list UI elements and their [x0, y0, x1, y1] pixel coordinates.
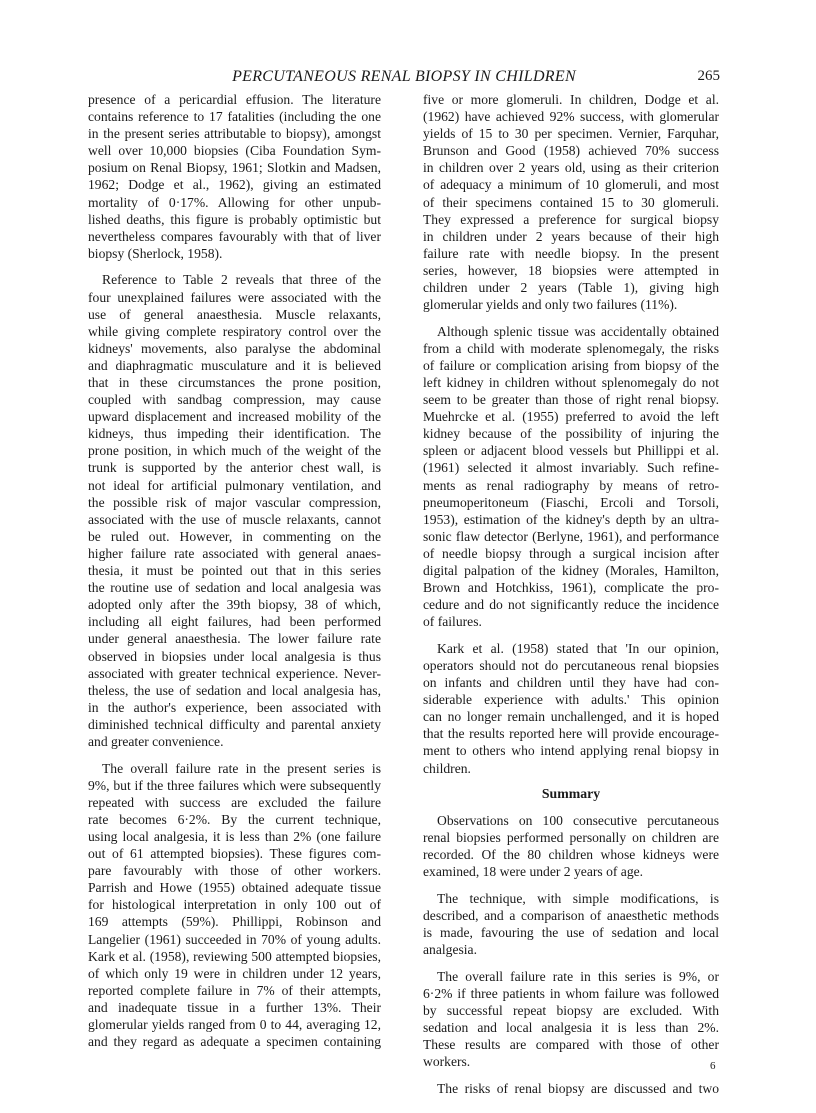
text-line: nevertheless compares favourably with that of liver: [88, 228, 381, 244]
right-column: [423, 91, 719, 1097]
text-line: sonic flaw detector (Berlyne, 1961), and performance: [423, 528, 719, 544]
text-line: the routine use of sedation and local analgesia was: [88, 580, 381, 596]
text-line: children under 2 years (Table 1), giving high: [423, 280, 719, 296]
text-line: kidney because of the possibility of injuring the: [423, 426, 719, 442]
paragraph: [88, 271, 381, 750]
text-line: in children over 2 years old, using as their criterion: [423, 160, 719, 176]
text-line: Langelier (1961) succeeded in 70% of young adults.: [88, 931, 381, 947]
paragraph: [423, 640, 719, 777]
text-line: ment to others who intend applying renal biopsy in: [423, 743, 719, 759]
text-line: The overall failure rate in this series is 9%, or: [437, 968, 719, 984]
page-number: 265: [697, 68, 720, 84]
text-line: Brunson and Good (1958) achieved 70% success: [423, 143, 719, 159]
text-line: analgesia.: [423, 942, 477, 958]
text-line: children.: [423, 760, 471, 776]
text-line: kidneys' movements, also paralyse the abdominal: [88, 340, 381, 356]
text-line: for histological interpretation in only 100 out of: [88, 897, 381, 913]
text-line: pneumoperitoneum (Fiaschi, Ercoli and Torsoli,: [423, 494, 719, 510]
text-line: four unexplained failures were associated with the: [88, 289, 381, 305]
text-line: diminished technical difficulty and parental anxiety: [88, 716, 381, 732]
text-line: yields of 15 to 30 per specimen. Vernier, Farquhar,: [423, 126, 719, 142]
text-line: observed in biopsies under local analgesia is thus: [88, 648, 381, 664]
text-line: The technique, with simple modifications, is: [437, 891, 719, 907]
text-line: using local analgesia, it is less than 2% (one failure: [88, 828, 381, 844]
text-line: in the present series attributable to biopsy), amongst: [88, 126, 381, 142]
paragraph: [423, 323, 719, 631]
text-line: thesia, it must be pointed out that in this series: [88, 563, 381, 579]
text-line: the possible risk of major vascular compression,: [88, 494, 381, 510]
text-line: glomerular yields ranged from 0 to 44, averaging 12,: [88, 1016, 381, 1032]
text-line: that the results reported here will provide encourage-: [423, 726, 719, 742]
text-line: 6·2% if three patients in whom failure was followed: [423, 986, 719, 1001]
running-title: PERCUTANEOUS RENAL BIOPSY IN CHILDREN: [232, 68, 576, 85]
text-line: kidneys, thus impeding their identification. The: [88, 426, 381, 442]
text-line: of needle biopsy through a surgical incision after: [423, 545, 719, 561]
text-line: while giving complete respiratory control over the: [88, 323, 381, 339]
text-line: not ideal for artificial pulmonary ventilation, and: [88, 477, 381, 493]
text-line: 9%, but if the three failures which were subsequently: [88, 777, 381, 793]
text-line: by successful repeat biopsy are excluded. With: [423, 1003, 719, 1019]
text-line: coupled with sandbag compression, may cause: [88, 392, 381, 408]
paragraph: [423, 890, 719, 958]
text-line: well over 10,000 biopsies (Ciba Foundation Sym-: [88, 143, 381, 159]
text-line: These results are compared with those of other: [423, 1037, 719, 1053]
text-line: posium on Renal Biopsy, 1961; Slotkin and Madsen,: [88, 160, 381, 176]
text-line: ments as renal radiography by means of retro-: [423, 477, 719, 493]
page-header: [88, 68, 720, 88]
paragraph: [423, 812, 719, 880]
text-line: from a child with moderate splenomegaly, the risks: [423, 340, 719, 356]
text-line: adopted only after the 39th biopsy, 38 of which,: [88, 597, 381, 613]
text-line: (1961) selected it almost invariably. Such refine-: [423, 460, 719, 476]
text-line: Brown and Hotchkiss, 1961), complicate the pro-: [423, 580, 719, 596]
text-line: associated with the use of muscle relaxants, cannot: [88, 511, 381, 527]
text-line: seem to be greater than those of right renal biopsy.: [423, 392, 719, 408]
text-line: cedure and do not significantly reduce the incidence: [423, 597, 719, 613]
text-line: and they regard as adequate a specimen containing: [88, 1034, 381, 1050]
text-line: prone position, in which much of the weight of the: [88, 443, 381, 459]
text-line: described, and a comparison of anaesthetic methods: [423, 908, 719, 924]
left-column: [88, 91, 381, 1050]
text-line: on infants and children until they have had con-: [423, 675, 719, 691]
paragraph: [88, 760, 381, 1051]
text-line: of failures.: [423, 614, 482, 630]
text-line: spleen or adjacent blood vessels but Phillippi et al.: [423, 443, 719, 459]
text-line: be ruled out. However, in commenting on the: [88, 528, 381, 544]
text-line: digital palpation of the kidney (Morales, Hamilton,: [423, 563, 719, 579]
text-line: 1962; Dodge et al., 1962), giving an estimated: [88, 177, 381, 193]
text-line: that in these circumstances the prone position,: [88, 375, 381, 390]
text-line: 169 attempts (59%). Phillippi, Robinson and: [88, 914, 381, 930]
text-line: renal biopsies performed personally on children are: [423, 830, 719, 846]
section-heading: Summary: [541, 785, 601, 801]
text-line: in children under 2 years because of their high: [423, 228, 719, 244]
text-line: operators should not do percutaneous renal biopsies: [423, 658, 719, 673]
text-line: They expressed a preference for surgical biopsy: [423, 211, 719, 227]
text-line: (1962) have achieved 92% success, with glomerular: [423, 109, 719, 125]
text-line: including all eight failures, had been performed: [88, 614, 381, 630]
text-line: mortality of 0·17%. Allowing for other unpub-: [88, 194, 381, 210]
text-line: repeated with success are excluded the failure: [88, 794, 381, 810]
text-line: The risks of renal biopsy are discussed and two: [437, 1080, 719, 1096]
text-line: trunk is supported by the anterior chest wall, is: [88, 460, 381, 476]
paragraph: [88, 91, 381, 262]
text-line: lished deaths, this figure is probably optimistic but: [88, 211, 381, 227]
text-line: Parrish and Howe (1955) obtained adequate tissue: [88, 880, 381, 896]
text-line: biopsy (Sherlock, 1958).: [88, 245, 223, 261]
text-line: reported complete failure in 7% of their attempts,: [88, 982, 381, 998]
text-line: of failure or complication arising from biopsy of the: [423, 357, 719, 373]
text-line: of which only 19 were in children under 12 years,: [88, 965, 381, 981]
text-line: workers.: [423, 1054, 471, 1070]
text-line: is made, favouring the use of sedation and local: [423, 925, 719, 941]
text-line: of adequacy a minimum of 10 glomeruli, and most: [423, 177, 719, 193]
text-line: associated with greater technical experience. Never-: [88, 665, 381, 681]
text-line: in the author's experience, been associated with: [88, 699, 381, 715]
text-line: failure rate with needle biopsy. In the present: [423, 245, 719, 261]
text-line: presence of a pericardial effusion. The literature: [88, 92, 381, 107]
signature-mark: 6: [710, 1060, 716, 1072]
text-line: siderable experience with adults.' This opinion: [423, 692, 719, 708]
text-line: Kark et al. (1958) stated that 'In our opinion,: [437, 640, 719, 656]
paragraph: [423, 1080, 719, 1097]
text-line: rate becomes 6·2%. By the current technique,: [88, 811, 381, 827]
text-line: theless, the use of sedation and local analgesia has,: [88, 682, 381, 698]
text-line: under general anaesthesia. The lower failure rate: [88, 631, 381, 647]
text-line: Muehrcke et al. (1955) preferred to avoid the left: [423, 409, 719, 425]
text-line: and greater convenience.: [88, 733, 224, 749]
text-line: of their specimens contained 15 to 30 glomeruli.: [423, 194, 719, 210]
text-line: series, however, 18 biopsies were attempted in: [423, 262, 719, 278]
text-line: 1953), estimation of the kidney's depth by an ultra-: [423, 511, 719, 527]
paragraph: [423, 91, 719, 313]
text-line: contains reference to 17 fatalities (including the one: [88, 109, 381, 125]
text-line: The overall failure rate in the present series is: [102, 760, 381, 776]
text-line: and diaphragmatic musculature and it is believed: [88, 357, 381, 373]
text-line: sedation and local analgesia it is less than 2%.: [423, 1020, 719, 1036]
text-line: Kark et al. (1958), reviewing 500 attempted biopsies,: [88, 948, 381, 964]
text-line: and inadequate tissue in a further 13%. Their: [88, 999, 381, 1015]
text-line: recorded. Of the 80 children whose kidneys were: [423, 847, 719, 863]
text-line: Observations on 100 consecutive percutaneous: [437, 813, 719, 829]
text-line: five or more glomeruli. In children, Dodge et al.: [423, 92, 719, 107]
text-line: glomerular yields and only two failures (11%).: [423, 297, 678, 313]
text-line: Reference to Table 2 reveals that three of the: [102, 272, 381, 288]
text-line: Although splenic tissue was accidentally obtained: [437, 323, 719, 339]
text-line: out of 61 attempted biopsies). These figures com-: [88, 846, 381, 862]
text-line: pare favourably with those of other workers.: [88, 863, 381, 879]
text-line: higher failure rate associated with general anaes-: [88, 545, 381, 561]
text-line: left kidney in children without splenomegaly do not: [423, 375, 719, 390]
text-line: use of general anaesthesia. Muscle relaxants,: [88, 306, 381, 322]
text-line: examined, 18 were under 2 years of age.: [423, 864, 644, 880]
text-line: can no longer remain unchallenged, and it is hoped: [423, 709, 719, 725]
paragraph: [423, 968, 719, 1071]
text-line: upward displacement and increased mobility of the: [88, 409, 381, 425]
